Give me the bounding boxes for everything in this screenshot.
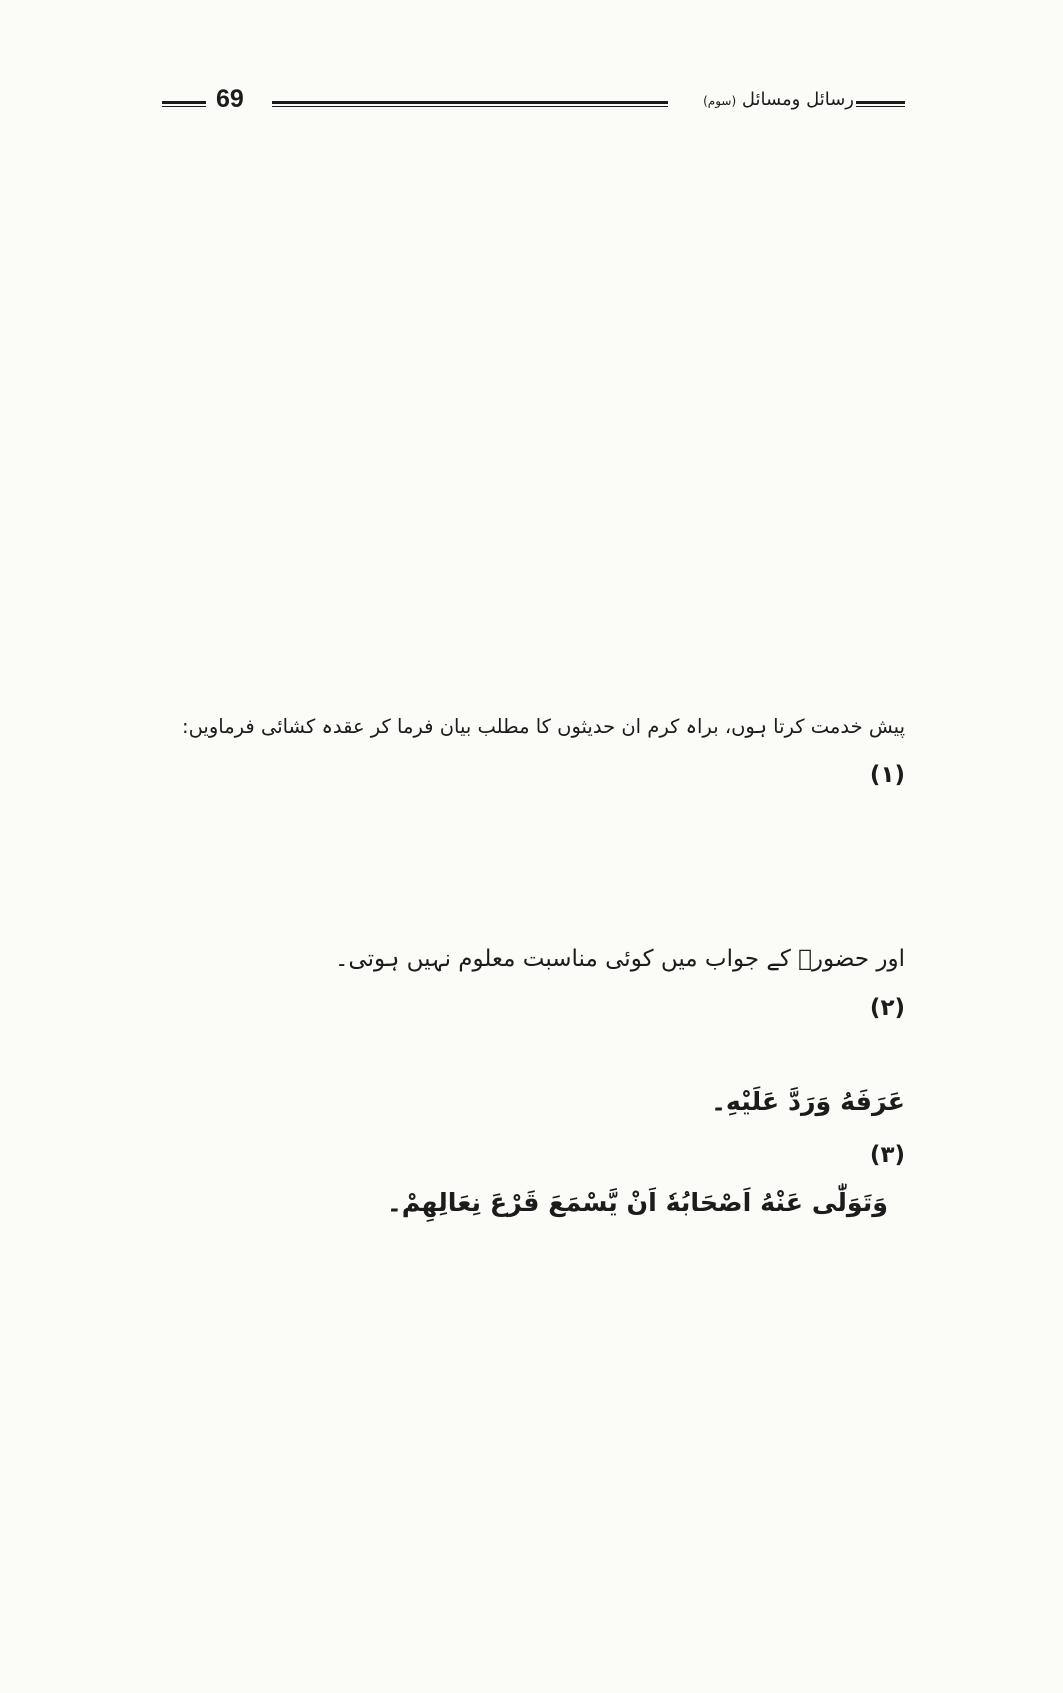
list-number: (۱) (869, 762, 905, 788)
body-line-22 (159, 1133, 821, 1177)
body-line-8 (160, 478, 905, 522)
body-line-3 (160, 237, 905, 281)
header-rule-right (856, 101, 905, 107)
body-line-5 (160, 328, 905, 372)
running-title-volume: (سوم) (703, 94, 737, 108)
body-line-21 (160, 1080, 905, 1124)
list-number: (۳) (869, 1142, 905, 1168)
body-line-16 (160, 848, 905, 892)
body-line-9 (160, 528, 905, 572)
list-number: (۲) (869, 995, 905, 1021)
page-number: 69 (216, 85, 244, 113)
body-line-14 (159, 753, 799, 797)
body-line-11 (160, 618, 905, 662)
urdu-text: اور حضورؐ کے جواب میں کوئی مناسبت معلوم نہیں ہوتی۔ (334, 946, 905, 972)
body-line-6 (160, 376, 905, 420)
running-title-text: رسائل ومسائل (741, 89, 854, 110)
header-rule-middle (272, 101, 668, 107)
hadith-text: عَرَفَهُ وَرَدَّ عَلَيْهِ۔ (711, 1087, 905, 1116)
body-line-15 (160, 801, 905, 845)
body-line-2 (160, 192, 905, 236)
body-line-13 (160, 705, 905, 749)
header-rule-left (162, 101, 206, 107)
body-line-12 (160, 662, 905, 706)
body-line-23 (143, 1181, 888, 1225)
body-line-17 (160, 892, 905, 936)
body-line-4 (160, 282, 905, 326)
running-title (703, 86, 854, 115)
body-line-20 (160, 1033, 905, 1077)
body-line-7 (160, 426, 905, 470)
hadith-text: وَتَوَلّٰى عَنْهُ اَصْحَابُهٗ اَنْ يَّسْمَعَ قَرْعَ نِعَالِهِمْ۔ (386, 1188, 888, 1217)
urdu-text: پیش خدمت کرتا ہوں، براہ کرم ان حدیثوں کا مطلب بیان فرما کر عقدہ کشائی فرماویں: (182, 715, 905, 738)
body-line-18 (160, 937, 905, 981)
body-line-10 (160, 575, 905, 619)
body-line-1 (160, 146, 905, 190)
body-line-19 (159, 986, 821, 1030)
